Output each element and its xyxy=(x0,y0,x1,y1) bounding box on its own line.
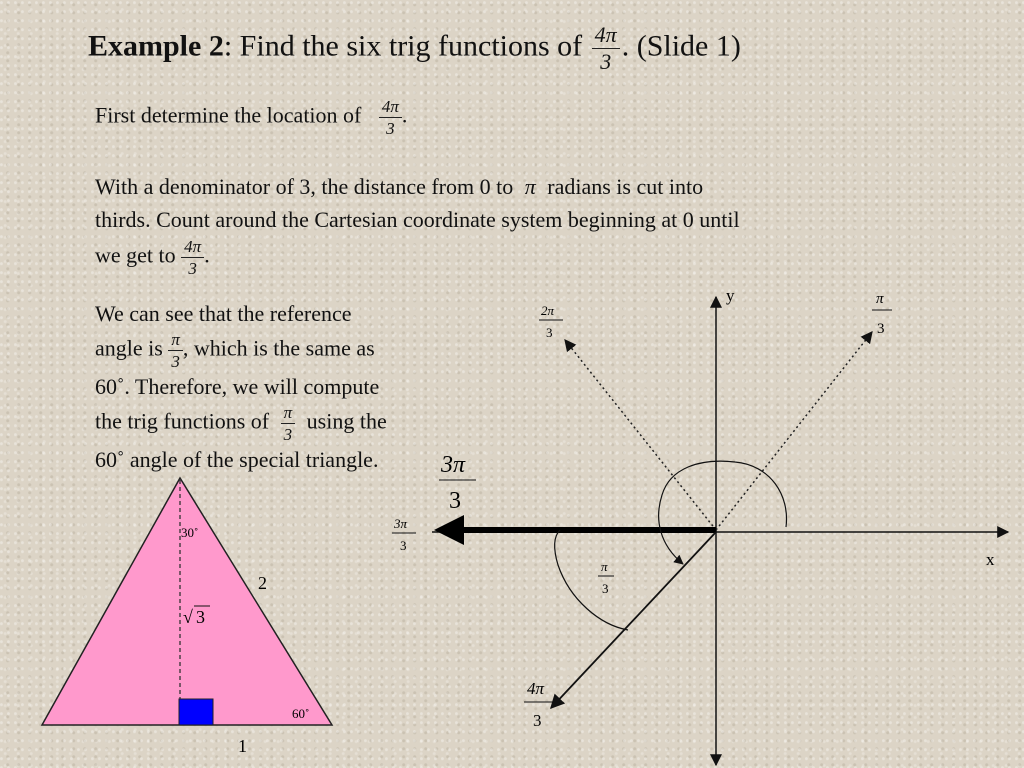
para3-line2b: , which is the same as xyxy=(182,335,375,361)
para3-frac1-den: 3 xyxy=(171,352,180,371)
title-bold: Example 2 xyxy=(88,29,224,63)
rotation-arc xyxy=(659,461,787,564)
para1-end: . xyxy=(401,102,408,128)
para2-line2: thirds. Count around the Cartesian coordinate system beginning at 0 until xyxy=(95,207,740,232)
para2-frac-den: 3 xyxy=(188,259,197,278)
base-label: 1 xyxy=(238,736,247,756)
para2-line1b: radians is cut into xyxy=(547,174,704,199)
label-3pi3-big-num: 3π xyxy=(441,452,466,478)
para3-line4a: the trig functions of xyxy=(95,408,270,434)
title-text: : Find the six trig functions of xyxy=(223,29,583,63)
para2-pi: π xyxy=(524,174,536,199)
para2-end: . xyxy=(204,242,210,268)
para2-line1a: With a denominator of 3, the distance from 0 to xyxy=(95,174,514,199)
sqrt-symbol: √ xyxy=(183,607,193,627)
para3-line3: 60˚. Therefore, we will compute xyxy=(95,374,380,399)
para2-line3: we get to xyxy=(95,242,176,268)
hypotenuse-label: 2 xyxy=(258,573,267,593)
ray-4pi-over-3 xyxy=(551,532,716,708)
para3-line1: We can see that the reference xyxy=(95,301,352,326)
para3-line4b: using the xyxy=(306,408,387,434)
label-3pi3-num: 3π xyxy=(394,516,408,531)
ray-pi-over-3 xyxy=(716,332,872,530)
para3-frac2-den: 3 xyxy=(283,425,293,444)
label-4pi3-den: 3 xyxy=(533,711,542,730)
label-4pi3-num: 4π xyxy=(527,679,545,698)
para1-frac-num: 4π xyxy=(379,98,402,118)
height-label: 3 xyxy=(196,607,205,627)
para3-frac2-num: π xyxy=(281,404,296,424)
angle-30-label: 30˚ xyxy=(181,525,199,540)
angle-60-label: 60˚ xyxy=(292,706,310,721)
label-ref-num: π xyxy=(601,559,608,574)
x-axis-label: x xyxy=(986,550,995,569)
title-suffix: . (Slide 1) xyxy=(621,29,741,63)
label-pi3-num: π xyxy=(876,291,884,307)
label-pi3-den: 3 xyxy=(877,321,885,337)
para3-frac1-num: π xyxy=(168,331,183,351)
reference-angle-arc xyxy=(555,530,628,630)
para3-line5: 60˚ angle of the special triangle. xyxy=(95,447,379,472)
para3-line2a: angle is xyxy=(95,335,163,361)
label-2pi3-den: 3 xyxy=(546,325,553,340)
title-frac-num: 4π xyxy=(592,24,620,49)
title-frac-den: 3 xyxy=(600,49,612,74)
para1-text: First determine the location of xyxy=(95,102,362,128)
para2-frac-num: 4π xyxy=(181,238,204,258)
label-2pi3-num: 2π xyxy=(541,303,555,318)
label-ref-den: 3 xyxy=(602,581,609,596)
label-3pi3-big-den: 3 xyxy=(449,488,461,514)
ray-2pi-over-3 xyxy=(565,340,716,530)
label-3pi3-den: 3 xyxy=(400,538,407,553)
para1-frac-den: 3 xyxy=(386,119,395,138)
y-axis-label: y xyxy=(726,286,735,305)
